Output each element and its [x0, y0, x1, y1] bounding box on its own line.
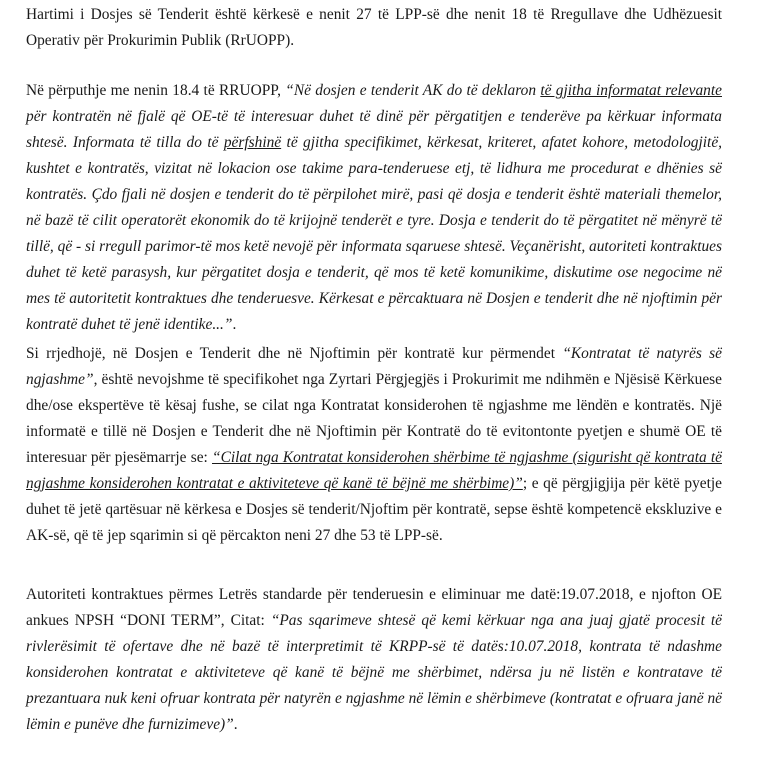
quote-end-period: .: [233, 716, 238, 733]
paragraph-rruopp-quote: [26, 78, 722, 338]
paragraph-authority-letter: [26, 582, 722, 738]
paragraph-body: , është nevojshme të specifikohet nga Zyrtari Përgjegjës i Prokurimit me ndihmën e Njësisë Kërkuese dhe/ose ekspertëve të kësaj fushe, se cilat nga Kontratat konsiderohen të ngjashme me lëndën e kontratës. Një informatë e tillë në Dosjen e Tenderit dhe në Njoftimin për Kontratë do të evitontonte pyetjen e shumë OE të interesuar për pjesëmarrje se:: [26, 371, 722, 466]
quoted-term-similar-nature: “Kontratat të natyrës së ngjashme”: [26, 345, 722, 388]
quote-end-period: .: [232, 316, 237, 333]
quote-body-2: të gjitha specifikimet, kërkesat, kriteret, afatet kohore, metodologjitë, kushtet e kontratës, vizitat në lokacion ose takime para-tenderuese etj, të lidhura me procedurat e dhënies së kontratës. Çdo fjali në dosjen e tenderit do të përpilohet mirë, pasi që dosja e tenderit është materiali themelor, në bazë të cilit operatorët ekonomik do të krijojnë tenderët e tyre. Dosja e tenderit do të përgatitet në mënyrë të tillë, që - si rregull parimor-të mos ketë nevojë për informata sqaruese shtesë. Veçanërisht, autoriteti kontraktues duhet të ketë parasysh, kur përgatitet dosja e tenderit, që mos të ketë komunikime, diskutime ose negocime në mes të autoritetit kontraktues dhe tenderuesve. Kërkesat e përcaktuara në Dosjen e tenderit dhe në njoftimin për kontratë duhet të jenë identike...”: [26, 134, 722, 333]
paragraph-similar-contracts: [26, 341, 722, 549]
paragraph-drafting-requirement: [26, 2, 722, 54]
letter-citation-quote: “Pas sqarimeve shtesë që kemi kërkuar nga ana juaj gjatë procesit të rivlerësimit të ofertave dhe në bazë të interpretimit të KRPP-së të datës:10.07.2018, kontrata të ndashme konsiderohen kontratat e aktiviteteve që kanë të bëjnë me shërbimet, ndërsa ju në listën e kontratave të prezantuara nuk keni ofruar kontrata për natyrën e ngjashme në lëmin e shërbimeve (kontratat e ofruara janë në lëmin e punëve dhe furnizimeve)”: [26, 612, 722, 733]
quote-body-1: për kontratën në fjalë që OE-të të interesuar duhet të dinë për përgatitjen e tenderëve pa kërkuar informata shtesë. Informata të tilla do të: [26, 108, 722, 151]
paragraph-intro: Si rrjedhojë, në Dosjen e Tenderit dhe në Njoftimin për kontratë kur përmendet: [26, 345, 563, 362]
underlined-phrase-relevant-info: të gjitha informatat relevante: [540, 82, 722, 99]
paragraph-intro: Në përputhje me nenin 18.4 të RRUOPP,: [26, 82, 286, 99]
underlined-question-quote: “Cilat nga Kontratat konsiderohen shërbime të ngjashme (sigurisht që kontrata të ngjashme konsiderohen kontratat e aktiviteteve që kanë të bëjnë me shërbime)”: [26, 449, 722, 492]
paragraph-text: Hartimi i Dosjes së Tenderit është kërkesë e nenit 27 të LPP-së dhe nenit 18 të Rregullave dhe Udhëzuesit Operativ për Prokurimin Publik (RrUOPP).: [26, 6, 722, 49]
underlined-phrase-include: përfshinë: [223, 134, 282, 151]
quote-start: “Në dosjen e tenderit AK do të deklaron: [285, 82, 541, 99]
paragraph-conclusion: ; e që përgjigjija për këtë pyetje duhet të jetë qartësuar në kërkesa e Dosjes së tenderit/Njoftim për kontratë, sepse është kompetencë ekskluzive e AK-së, që të jep sqarimin si që përcakton neni 27 dhe 53 të LPP-së.: [26, 475, 722, 544]
paragraph-intro: Autoriteti kontraktues përmes Letrës standarde për tenderuesin e eliminuar me datë:19.07.2018, e njofton OE ankues NPSH “DONI TERM”, Citat:: [26, 586, 722, 629]
